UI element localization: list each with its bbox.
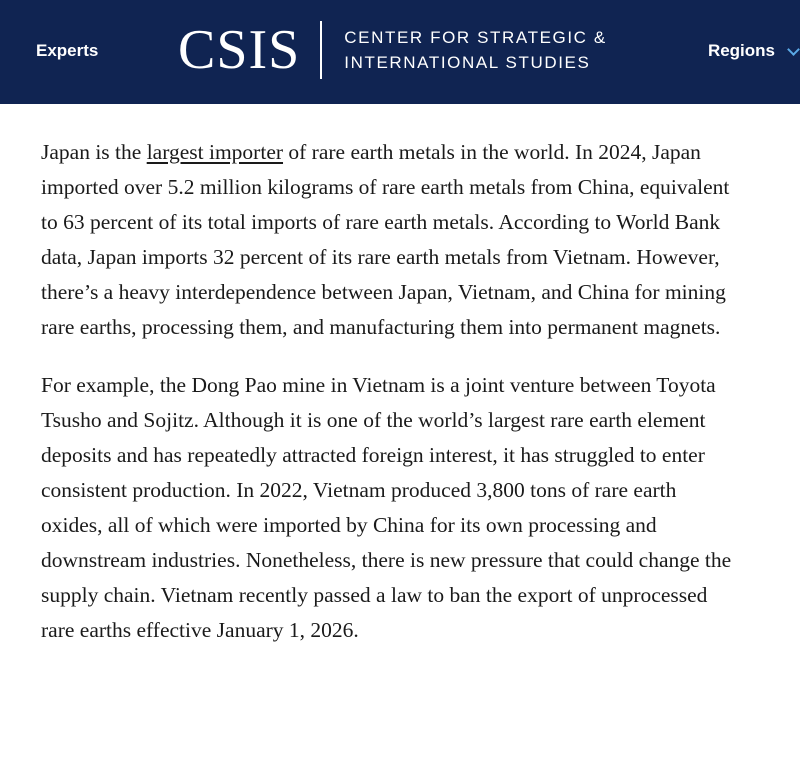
- nav-regions-label: Regions: [707, 41, 775, 60]
- logo-divider: [320, 21, 322, 79]
- nav-regions-dropdown[interactable]: [708, 41, 798, 61]
- chevron-down-icon: [787, 43, 800, 56]
- csis-logo[interactable]: [178, 18, 607, 82]
- article-paragraph-1: [41, 135, 741, 345]
- logo-tagline-line1: CENTER FOR STRATEGIC &: [344, 28, 607, 47]
- article-paragraph-2: For example, the Dong Pao mine in Vietnam is a joint venture between Toyota Tsusho and Sojitz. Although it is one of the world’s largest rare earth element deposits and has repeatedly attracted foreign interest, it has struggled to enter consistent production. In 2022, Vietnam produced 3,800 tons of rare earth oxides, all of which were imported by China for its own processing and downstream industries. Nonetheless, there is new pressure that could change the supply chain. Vietnam recently passed a law to ban the export of unprocessed rare earths effective January 1, 2026.: [41, 373, 732, 642]
- p1-text-after-link: of rare earth metals in the world. In 2024, Japan imported over 5.2 million kilograms of rare earth metals from China, equivalent to 63 percent of its total imports of rare earth metals. According to World Bank data, Japan imports 32 percent of its rare earth metals from Vietnam. However, there’s a heavy interdependence between Japan, Vietnam, and China for mining rare earths, processing them, and manufacturing them into permanent magnets.: [41, 140, 730, 339]
- article-body: [41, 135, 741, 671]
- logo-tagline: [344, 25, 607, 75]
- largest-importer-link[interactable]: largest importer: [146, 140, 284, 164]
- logo-wordmark: CSIS: [178, 19, 301, 81]
- nav-experts-link[interactable]: Experts: [36, 41, 99, 60]
- site-header: [0, 0, 800, 104]
- logo-tagline-line2: INTERNATIONAL STUDIES: [344, 53, 591, 72]
- p1-text-before-link: Japan is the: [41, 140, 147, 164]
